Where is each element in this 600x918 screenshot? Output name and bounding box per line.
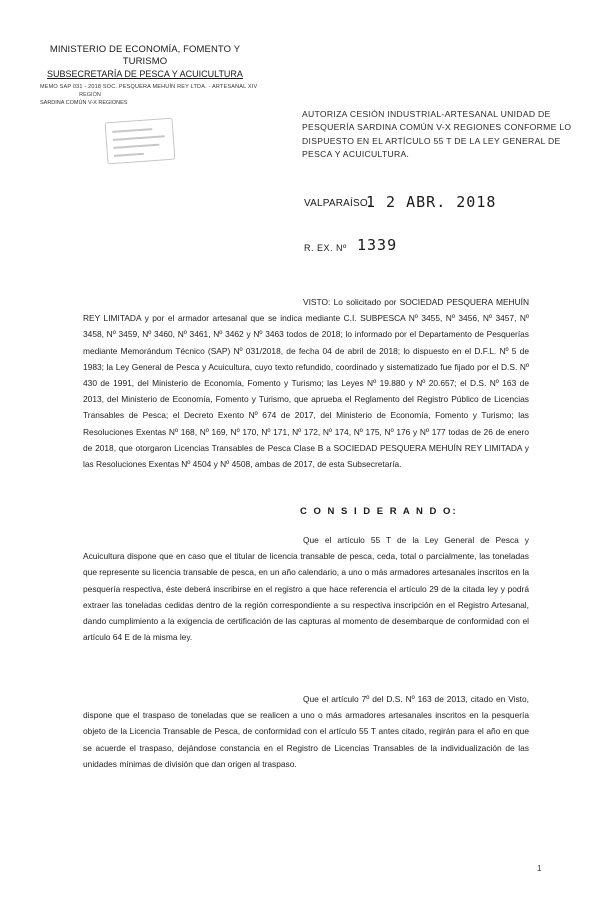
subsecretaria-name: SUBSECRETARÍA DE PESCA Y ACUICULTURA <box>47 69 243 79</box>
resolution-date: 1 2 ABR. 2018 <box>366 193 497 211</box>
considerando-paragraph-2 <box>83 691 529 772</box>
pesqueria-label: SARDINA COMÚN V-X REGIONES <box>40 100 128 106</box>
considerando-text-1: Que el artículo 55 T de la Ley General de Pesca y Acuicultura dispone que en caso que el titular de licencia transable de pesca, ceda, total o parcialmente, las toneladas que represente su licencia transable de pesca, en un año calendario, a uno o más armadores artesanales inscritos en la pesquería respectiva, éste deberá inscribirse en el registro a que hace referencia el artículo 29 de la citada ley y podrá extraer las toneladas cedidas dentro de la región correspondiente a su respectiva inscripción en el Registro Artesanal, dando cumplimiento a la exigencia de certificación de las capturas al momento de desembarque de conformidad con el artículo 64 E de la misma ley. <box>83 535 530 643</box>
visto-text: Lo solicitado por SOCIEDAD PESQUERA MEHUÍN REY LIMITADA y por el armador artesanal que se indica mediante C.I. SUBPESCA Nº 3455, Nº 3456, Nº 3457, Nº 3458, Nº 3459, Nº 3460, Nº 3461, Nº 3462 y Nº 3463 todos de 2018; lo informado por el Departamento de Pesquerías mediante Memorándum Técnico (SAP) Nº 031/2018, de fecha 04 de abril de 2018; lo dispuesto en el D.F.L. Nº 5 de 1983; la Ley General de Pesca y Acuicultura, cuyo texto refundido, coordinado y sistematizado fue fijado por el D.S. Nº 430 de 1991, del Ministerio de Economía, Fomento y Turismo; las Leyes Nº 19.880 y Nº 20.657; el D.S. Nº 163 de 2013, del Ministerio de Economía, Fomento y Turismo, que aprueba el Reglamento del Registro Público de Licencias Transables de Pesca; el Decreto Exento Nº 674 de 2017, del Ministerio de Economía, Fomento y Turismo; las Resoluciones Exentas Nº 168, Nº 169, Nº 170, Nº 171, Nº 172, Nº 174, Nº 175, Nº 176 y Nº 177 todas de 26 de enero de 2018, que otorgaron Licencias Transables de Pesca Clase B a SOCIEDAD PESQUERA MEHUÍN REY LIMITADA y las Resoluciones Exentas Nº 4504 y Nº 4508, ambas de 2017, de esta Subsecretaría. <box>83 297 529 470</box>
memo-reference: MEMO SAP 031 - 2018 SOC. PESQUERA MEHUÍN REY LTDA. - ARTESANAL XIV <box>40 84 258 90</box>
resolution-number-label: R. EX. Nº <box>304 243 347 253</box>
resolution-number: 1339 <box>357 236 398 254</box>
page-number: 1 <box>537 864 542 873</box>
place-label: VALPARAÍSO, <box>304 198 371 209</box>
letterhead <box>40 44 320 107</box>
ministry-name: MINISTERIO DE ECONOMÍA, FOMENTO Y TURISMO <box>49 44 241 67</box>
considerando-heading: C O N S I D E R A N D O: <box>300 506 458 517</box>
visto-paragraph <box>83 294 529 472</box>
visto-lead: VISTO: <box>303 297 331 307</box>
office-stamp-icon <box>105 118 176 165</box>
considerando-text-2: Que el artículo 7º del D.S. Nº 163 de 2013, citado en Visto, dispone que el traspaso de toneladas que se realicen a uno o más armadores artesanales inscritos en la pesquería objeto de la Licencia Transable de Pesca, de conformidad con el artículo 55 T antes citado, regirán para el año en que se acuerde el traspaso, dejándose constancia en el Registro de Licencias Transables de la individualización de las unidades mínimas de división que dan origen al traspaso. <box>83 694 529 769</box>
considerando-paragraph-1 <box>83 532 529 645</box>
region-label: REGIÓN <box>79 92 101 98</box>
resolution-subject: AUTORIZA CESIÓN INDUSTRIAL-ARTESANAL UNIDAD DE PESQUERÍA SARDINA COMÚN V-X REGIONES CONFORME LO DISPUESTO EN EL ARTÍCULO 55 T DE LA LEY GENERAL DE PESCA Y ACUICULTURA. <box>302 109 572 160</box>
